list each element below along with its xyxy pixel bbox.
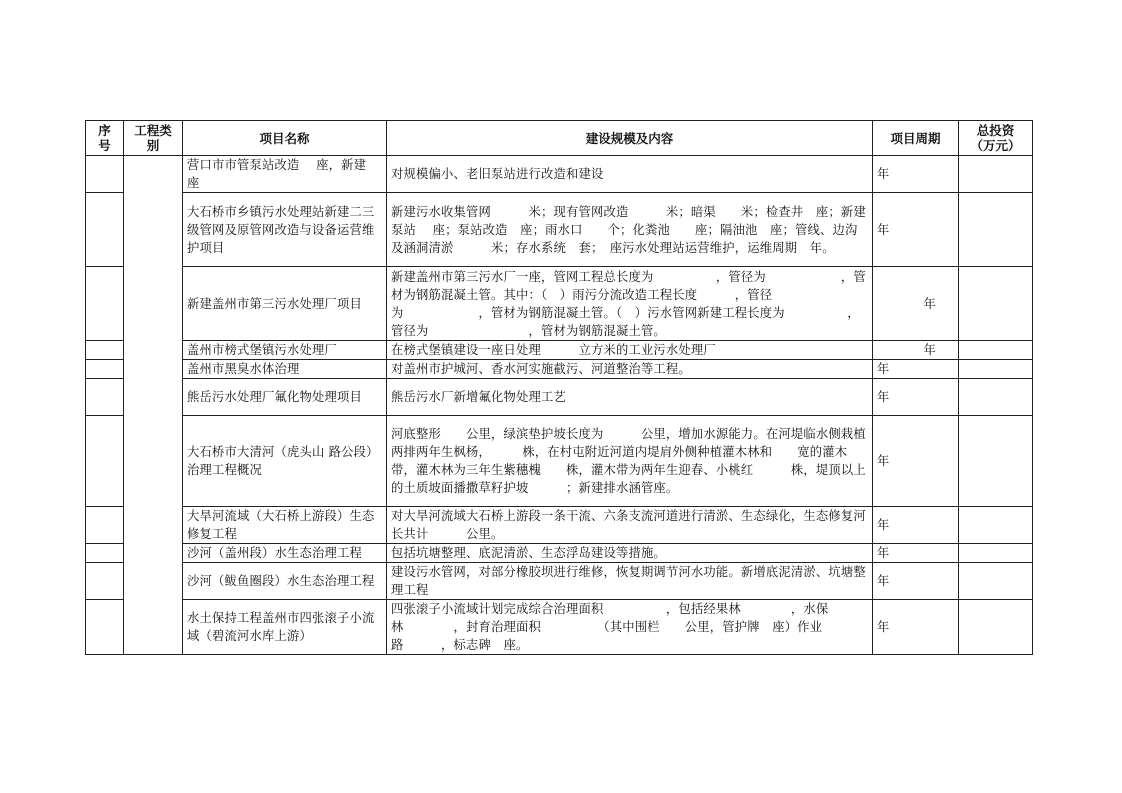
seq-cell <box>86 341 124 360</box>
project-period: 年 <box>873 193 959 267</box>
project-period: 年 <box>873 544 959 563</box>
project-name: 熊岳污水处理厂氟化物处理项目 <box>183 379 387 416</box>
project-content: 新建盖州市第三污水厂一座，管网工程总长度为 ，管径为 ，管材为钢筋混凝土管。其中：（ ）雨污分流改造工程长度 ，管径为 ，管材为钢筋混凝土管。（ ）污水管网新建工程长度为 ，管径为 ，管材为钢筋混凝土管。 <box>387 267 873 341</box>
investment-cell <box>959 600 1033 655</box>
project-name: 营口市市管泵站改造 座，新建 座 <box>183 156 387 193</box>
table-row <box>86 563 1033 600</box>
project-period: 年 <box>873 379 959 416</box>
seq-cell <box>86 379 124 416</box>
project-name: 盖州市黑臭水体治理 <box>183 360 387 379</box>
table-row <box>86 600 1033 655</box>
seq-cell <box>86 544 124 563</box>
header-period: 项目周期 <box>873 121 959 156</box>
table-row <box>86 341 1033 360</box>
project-content: 在榜式堡镇建设一座日处理 立方米的工业污水处理厂 <box>387 341 873 360</box>
investment-cell <box>959 416 1033 507</box>
project-content: 新建污水收集管网 米；现有管网改造 米；暗渠 米；检查井 座；新建泵站 座；泵站改造 座；雨水口 个；化粪池 座；隔油池 座；管线、边沟及涵洞清淤 米；存水系统 套； 座污水处理站运营维护，运维周期 年。 <box>387 193 873 267</box>
project-name: 沙河（鲅鱼圈段）水生态治理工程 <box>183 563 387 600</box>
table-row <box>86 416 1033 507</box>
header-name: 项目名称 <box>183 121 387 156</box>
seq-cell <box>86 267 124 341</box>
project-name: 水土保持工程盖州市四张滚子小流域（碧流河水库上游） <box>183 600 387 655</box>
investment-cell <box>959 156 1033 193</box>
seq-cell <box>86 193 124 267</box>
project-name: 大旱河流域（大石桥上游段）生态修复工程 <box>183 507 387 544</box>
project-table <box>85 120 1033 655</box>
table-row <box>86 379 1033 416</box>
project-name: 大石桥市乡镇污水处理站新建二三级管网及原管网改造与设备运营维护项目 <box>183 193 387 267</box>
project-content: 熊岳污水厂新增氟化物处理工艺 <box>387 379 873 416</box>
project-content: 包括坑塘整理、底泥清淤、生态浮岛建设等措施。 <box>387 544 873 563</box>
project-name: 盖州市榜式堡镇污水处理厂 <box>183 341 387 360</box>
seq-cell <box>86 507 124 544</box>
project-period: 年 <box>873 507 959 544</box>
investment-cell <box>959 507 1033 544</box>
project-content: 建设污水管网，对部分橡胶坝进行维修，恢复期调节河水功能。新增底泥清淤、坑塘整理工程 <box>387 563 873 600</box>
investment-cell <box>959 544 1033 563</box>
seq-cell <box>86 563 124 600</box>
investment-cell <box>959 360 1033 379</box>
header-investment: 总投资 （万元） <box>959 121 1033 156</box>
project-content: 对大旱河流域大石桥上游段一条干流、六条支流河道进行清淤、生态绿化，生态修复河长共计 公里。 <box>387 507 873 544</box>
table-row <box>86 193 1033 267</box>
table-row <box>86 267 1033 341</box>
category-cell <box>124 156 183 655</box>
header-content: 建设规模及内容 <box>387 121 873 156</box>
seq-cell <box>86 416 124 507</box>
project-period: 年 <box>873 416 959 507</box>
table-row <box>86 544 1033 563</box>
table-row <box>86 360 1033 379</box>
project-content: 河底整形 公里，绿滨垫护坡长度为 公里，增加水源能力。在河堤临水侧栽植两排两年生枫杨， 株，在村屯附近河道内堤肩外侧种植灌木林和 宽的灌木带，灌木林为三年生紫穗槐 株，灌木带为两年生迎春、小桃红 株，堤顶以上的土质坡面播撒草籽护坡 ；新建排水涵管座。 <box>387 416 873 507</box>
project-period: 年 <box>873 360 959 379</box>
header-seq: 序 号 <box>86 121 124 156</box>
project-content: 对盖州市护城河、香水河实施截污、河道整治等工程。 <box>387 360 873 379</box>
table-header-row <box>86 121 1033 156</box>
investment-cell <box>959 379 1033 416</box>
investment-cell <box>959 267 1033 341</box>
project-content: 四张滚子小流域计划完成综合治理面积 ，包括经果林 ，水保林 ，封育治理面积 （其中围栏 公里，管护牌 座）作业路 ，标志碑 座。 <box>387 600 873 655</box>
project-period: 年 <box>873 563 959 600</box>
table-row <box>86 156 1033 193</box>
investment-cell <box>959 563 1033 600</box>
investment-cell <box>959 193 1033 267</box>
project-content: 对规模偏小、老旧泵站进行改造和建设 <box>387 156 873 193</box>
seq-cell <box>86 600 124 655</box>
investment-cell <box>959 341 1033 360</box>
project-period: 年 <box>873 156 959 193</box>
project-period: 年 <box>873 600 959 655</box>
project-name: 沙河（盖州段）水生态治理工程 <box>183 544 387 563</box>
project-period: 年 <box>873 341 959 360</box>
project-name: 大石桥市大清河（虎头山 路公段）治理工程概况 <box>183 416 387 507</box>
table-row <box>86 507 1033 544</box>
seq-cell <box>86 156 124 193</box>
header-category: 工程类 别 <box>124 121 183 156</box>
project-period: 年 <box>873 267 959 341</box>
project-name: 新建盖州市第三污水处理厂项目 <box>183 267 387 341</box>
seq-cell <box>86 360 124 379</box>
